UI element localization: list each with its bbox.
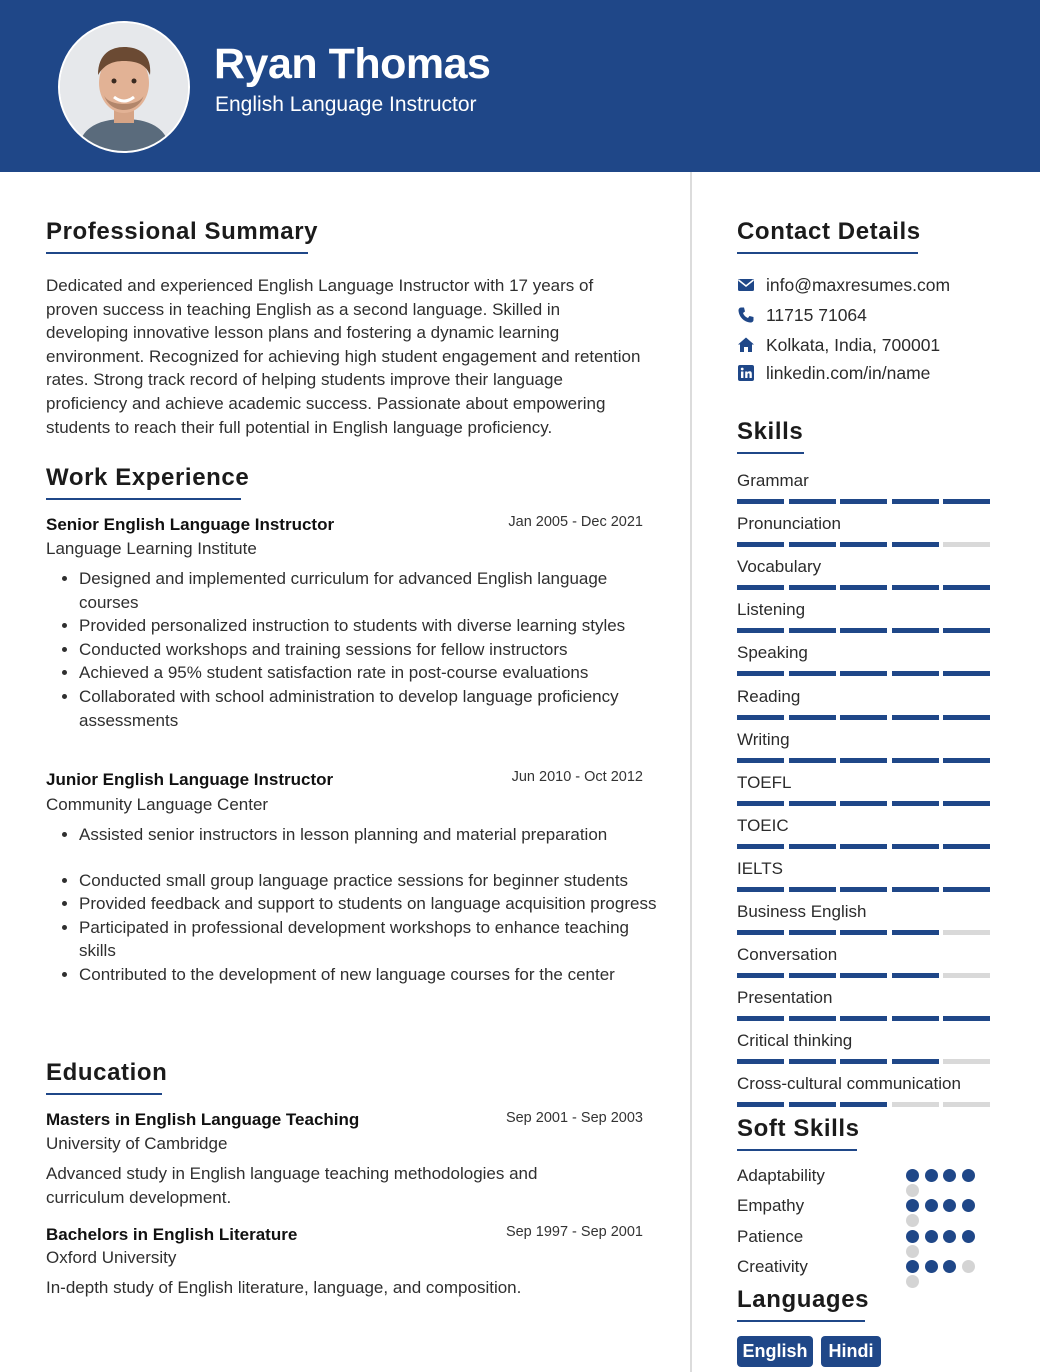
skill-segment-filled	[789, 499, 836, 504]
skill-segment-filled	[737, 585, 784, 590]
skill-segment-filled	[737, 887, 784, 892]
person-avatar-icon	[60, 23, 188, 151]
skill-segment-filled	[789, 542, 836, 547]
skill-segment-filled	[840, 1059, 887, 1064]
contact-address	[737, 333, 940, 357]
rating-dot-empty	[906, 1184, 919, 1197]
skill-segment-filled	[840, 1016, 887, 1021]
skill-segment-filled	[892, 1016, 939, 1021]
skill-segment-filled	[892, 628, 939, 633]
soft-skill-label: Patience	[737, 1227, 804, 1246]
contact-linkedin[interactable]	[737, 361, 930, 385]
skill-label: Vocabulary	[737, 557, 822, 576]
skill-label: TOEIC	[737, 816, 789, 835]
skill-segment-filled	[892, 887, 939, 892]
rating-dot-filled	[925, 1260, 938, 1273]
rating-dot-filled	[943, 1260, 956, 1273]
skill-segment-filled	[943, 585, 990, 590]
skill-segment-empty	[892, 1102, 939, 1107]
skill-segment-filled	[789, 844, 836, 849]
skill-segment-filled	[943, 844, 990, 849]
skill-segment-filled	[737, 844, 784, 849]
job-title: Senior English Language Instructor	[46, 515, 335, 534]
skill-segment-filled	[943, 1016, 990, 1021]
resume-header	[0, 0, 1040, 172]
skill-segment-filled	[789, 758, 836, 763]
skill-segment-filled	[789, 585, 836, 590]
skill-segment-filled	[789, 1016, 836, 1021]
list-item: • Conducted small group language practice sessions for beginner students	[79, 869, 657, 893]
job-dates: Jan 2005 - Dec 2021	[508, 514, 643, 530]
linkedin-icon	[737, 364, 755, 382]
skill-segment-filled	[737, 1016, 784, 1021]
skill-segment-filled	[892, 715, 939, 720]
contact-phone[interactable]	[737, 303, 867, 327]
list-item: • Assisted senior instructors in lesson planning and material preparation	[79, 823, 657, 847]
education-description: Advanced study in English language teaching methodologies and curriculum development.	[46, 1164, 538, 1207]
list-item: • Achieved a 95% student satisfaction rate in post-course evaluations	[79, 661, 657, 685]
skill-label: Listening	[737, 600, 806, 619]
languages-heading-underline	[737, 1320, 865, 1322]
skill-segment-filled	[789, 628, 836, 633]
skill-segment-filled	[737, 1059, 784, 1064]
skill-label: Reading	[737, 687, 801, 706]
skill-segment-filled	[840, 844, 887, 849]
skill-label: TOEFL	[737, 773, 792, 792]
candidate-name: Ryan Thomas	[214, 40, 491, 88]
skill-segment-filled	[892, 1059, 939, 1064]
list-item: • Collaborated with school administration to develop language proficiency assessments	[79, 685, 657, 732]
soft-skill-label: Creativity	[737, 1257, 808, 1276]
skill-label: IELTS	[737, 859, 783, 878]
rating-dot-filled	[943, 1169, 956, 1182]
contact-heading-underline	[737, 252, 918, 254]
skill-segment-filled	[892, 844, 939, 849]
email-text: info@maxresumes.com	[766, 274, 951, 295]
job-title: Junior English Language Instructor	[46, 770, 334, 789]
skill-segment-filled	[737, 801, 784, 806]
skill-segment-filled	[892, 973, 939, 978]
summary-heading: Professional Summary	[46, 218, 319, 245]
skill-segment-empty	[943, 542, 990, 547]
skill-segment-filled	[737, 758, 784, 763]
skill-segment-filled	[840, 542, 887, 547]
skills-heading: Skills	[737, 418, 804, 445]
skill-segment-filled	[737, 671, 784, 676]
skill-label: Cross-cultural communication	[737, 1074, 961, 1093]
home-icon	[737, 336, 755, 354]
skill-segment-filled	[789, 930, 836, 935]
skill-segment-filled	[789, 671, 836, 676]
job-dates: Jun 2010 - Oct 2012	[511, 769, 643, 785]
rating-dot-filled	[925, 1230, 938, 1243]
skill-segment-filled	[943, 671, 990, 676]
skill-segment-filled	[840, 585, 887, 590]
education-heading: Education	[46, 1059, 168, 1086]
contact-email[interactable]	[737, 273, 950, 297]
skill-label: Presentation	[737, 988, 833, 1007]
job-organization: Language Learning Institute	[46, 539, 257, 558]
skill-segment-filled	[737, 1102, 784, 1107]
list-item: • Conducted workshops and training sessions for fellow instructors	[79, 638, 657, 662]
skill-segment-filled	[840, 499, 887, 504]
skill-segment-filled	[892, 671, 939, 676]
job-bullets	[46, 567, 657, 732]
skill-segment-empty	[943, 973, 990, 978]
skill-label: Writing	[737, 730, 790, 749]
skill-segment-filled	[737, 973, 784, 978]
rating-dot-empty	[906, 1214, 919, 1227]
skill-segment-filled	[840, 930, 887, 935]
skill-segment-filled	[840, 801, 887, 806]
skill-segment-filled	[789, 801, 836, 806]
job-bullets	[46, 823, 657, 987]
skill-segment-filled	[737, 930, 784, 935]
skill-label: Pronunciation	[737, 514, 841, 533]
profile-photo	[58, 21, 190, 153]
rating-dot-filled	[925, 1169, 938, 1182]
rating-dot-filled	[925, 1199, 938, 1212]
skill-segment-filled	[892, 542, 939, 547]
column-divider	[690, 172, 692, 1372]
skill-segment-filled	[840, 1102, 887, 1107]
skill-segment-filled	[943, 715, 990, 720]
skill-segment-filled	[789, 887, 836, 892]
skill-segment-filled	[943, 628, 990, 633]
address-text: Kolkata, India, 700001	[766, 334, 941, 355]
skills-heading-underline	[737, 452, 804, 454]
skill-label: Critical thinking	[737, 1031, 853, 1050]
experience-heading-underline	[46, 498, 241, 500]
list-item: • Provided feedback and support to students on language acquisition progress	[79, 892, 657, 916]
job-organization: Community Language Center	[46, 795, 269, 814]
education-dates: Sep 2001 - Sep 2003	[505, 1110, 643, 1126]
skill-segment-filled	[737, 542, 784, 547]
soft-skill-label: Empathy	[737, 1196, 805, 1215]
skill-segment-filled	[892, 499, 939, 504]
skill-label: Speaking	[737, 643, 808, 662]
summary-text: Dedicated and experienced English Language Instructor with 17 years of proven success in teaching English as a second language. Skilled in developing innovative lesson plans and fostering a dynamic learning environment. Recognized for achieving high student engagement and retention rates. Strong track record of helping students improve their language proficiency and achieve academic success. Passionate about empowering students to reach their full potential in English language proficiency.	[46, 276, 641, 437]
candidate-title: English Language Instructor	[215, 93, 477, 116]
rating-dot-filled	[906, 1260, 919, 1273]
skill-segment-filled	[943, 499, 990, 504]
list-item: • Participated in professional development workshops to enhance teaching skills	[79, 916, 657, 963]
skill-segment-filled	[892, 758, 939, 763]
rating-dot-filled	[943, 1199, 956, 1212]
skill-label: Conversation	[737, 945, 838, 964]
degree-title: Masters in English Language Teaching	[46, 1110, 360, 1129]
skill-label: Grammar	[737, 471, 809, 490]
skill-segment-empty	[943, 930, 990, 935]
rating-dot-empty	[906, 1275, 919, 1288]
rating-dot-empty	[906, 1245, 919, 1258]
soft-skills-heading-underline	[737, 1149, 857, 1151]
phone-icon	[737, 306, 755, 324]
list-item: • Contributed to the development of new language courses for the center	[79, 963, 657, 987]
skill-segment-empty	[943, 1102, 990, 1107]
experience-heading: Work Experience	[46, 464, 250, 491]
skill-segment-filled	[840, 887, 887, 892]
skill-segment-empty	[943, 1059, 990, 1064]
skill-segment-filled	[789, 973, 836, 978]
rating-dot-filled	[962, 1199, 975, 1212]
phone-text: 11715 71064	[766, 304, 867, 325]
skill-segment-filled	[943, 801, 990, 806]
skill-segment-filled	[892, 801, 939, 806]
skill-segment-filled	[943, 758, 990, 763]
skill-segment-filled	[789, 1102, 836, 1107]
school-name: University of Cambridge	[46, 1134, 228, 1153]
language-badge: English	[737, 1336, 813, 1367]
rating-dot-filled	[962, 1169, 975, 1182]
skill-segment-filled	[789, 1059, 836, 1064]
rating-dot-filled	[906, 1169, 919, 1182]
languages-heading: Languages	[737, 1286, 870, 1313]
envelope-icon	[737, 276, 755, 294]
skill-segment-filled	[840, 973, 887, 978]
skill-segment-filled	[737, 628, 784, 633]
rating-dot-filled	[962, 1230, 975, 1243]
skill-segment-filled	[840, 758, 887, 763]
linkedin-text: linkedin.com/in/name	[766, 362, 931, 383]
skill-label: Business English	[737, 902, 867, 921]
education-heading-underline	[46, 1093, 162, 1095]
soft-skill-label: Adaptability	[737, 1166, 825, 1185]
skill-segment-filled	[737, 715, 784, 720]
rating-dot-filled	[943, 1230, 956, 1243]
degree-title: Bachelors in English Literature	[46, 1225, 298, 1244]
education-description: In-depth study of English literature, language, and composition.	[46, 1278, 522, 1297]
skill-segment-filled	[737, 499, 784, 504]
list-item: • Provided personalized instruction to students with diverse learning styles	[79, 614, 657, 638]
soft-skills-heading: Soft Skills	[737, 1115, 860, 1142]
list-item: • Designed and implemented curriculum for advanced English language courses	[79, 567, 657, 614]
skill-segment-filled	[892, 930, 939, 935]
contact-heading: Contact Details	[737, 218, 921, 245]
rating-dot-filled	[906, 1199, 919, 1212]
skill-segment-filled	[789, 715, 836, 720]
skill-segment-filled	[840, 715, 887, 720]
skill-segment-filled	[840, 671, 887, 676]
skill-segment-filled	[892, 585, 939, 590]
rating-dot-filled	[906, 1230, 919, 1243]
skill-segment-filled	[840, 628, 887, 633]
school-name: Oxford University	[46, 1248, 177, 1267]
education-dates: Sep 1997 - Sep 2001	[505, 1224, 643, 1240]
rating-dot-empty	[962, 1260, 975, 1273]
language-badge: Hindi	[821, 1336, 881, 1367]
summary-heading-underline	[46, 252, 308, 254]
skill-segment-filled	[943, 887, 990, 892]
